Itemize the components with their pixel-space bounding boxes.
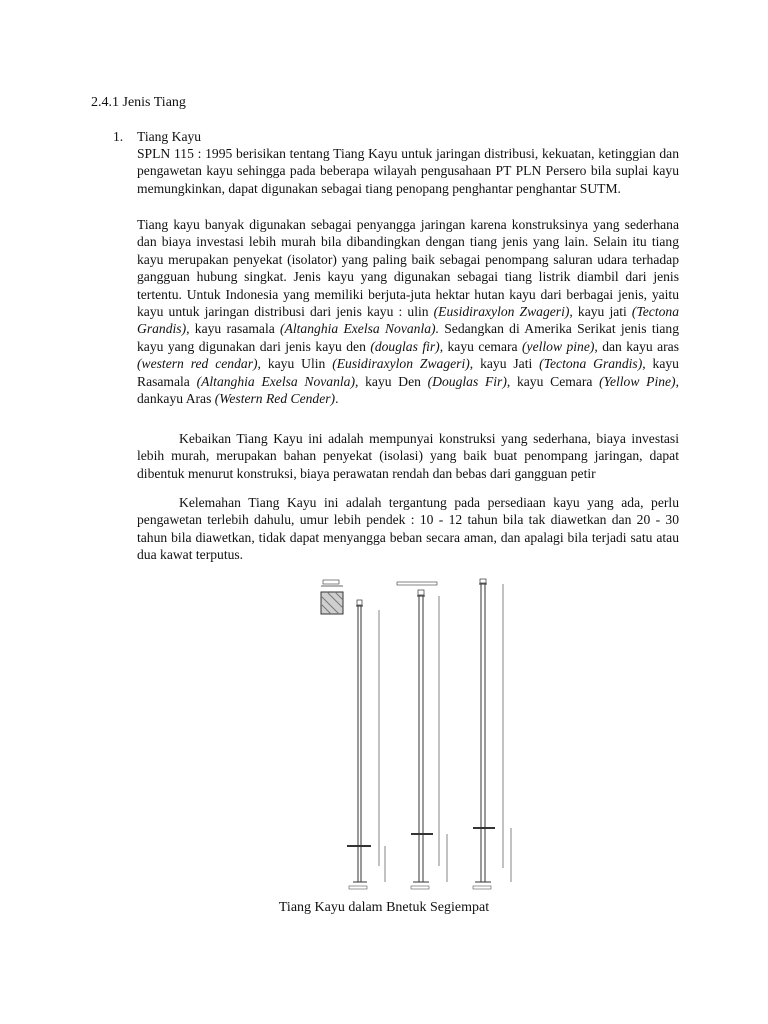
- figure-caption: Tiang Kayu dalam Bnetuk Segiempat: [278, 900, 490, 915]
- pole-3: [473, 579, 511, 882]
- list-item-number: 1.: [113, 129, 124, 144]
- paragraph-kelemahan: Kelemahan Tiang Kayu ini adalah tergantung pada persediaan kayu yang ada, perlu pengawetan terlebih dahulu, umur lebih pendek : 10 - 12 tahun bila tak diawetkan dan 20 - 30 tahun bila diawetkan, tidak dapat menyangga beban secara aman, dan apalagi bila terjadi satu atau dua kawat terputus.: [137, 495, 679, 563]
- cross-section-square: [321, 592, 343, 614]
- pole-1: [347, 600, 385, 882]
- list-item-label: Tiang Kayu: [137, 129, 202, 144]
- wooden-pole-drawing: [313, 576, 525, 894]
- list-item-title: [113, 128, 201, 145]
- paragraph-tiang-kayu-description: Tiang kayu banyak digunakan sebagai penyangga jaringan karena konstruksinya yang sederhana dan biaya investasi lebih murah bila dibandingkan dengan tiang jenis yang lain. Selain itu tiang kayu merupakan penyekat (isolator) yang paling baik sebagai penompang saluran udara terhadap gangguan hubung singkat. Jenis kayu yang digunakan sebagai tiang listrik diambil dari jenis tertentu. Untuk Indonesia yang memiliki berjuta-juta hektar hutan kayu dari berbagai jenis, yaitu kayu untuk jaringan distribusi dari jenis kayu : ulin (Eusidiraxylon Zwageri), kayu jati (Tectona Grandis), kayu rasamala (Altanghia Exelsa Novanla). Sedangkan di Amerika Serikat jenis tiang kayu yang digunakan dari jenis kayu den (douglas fir), kayu cemara (yellow pine), dan kayu aras (western red cendar), kayu Ulin (Eusidiraxylon Zwageri), kayu Jati (Tectona Grandis), kayu Rasamala (Altanghia Exelsa Novanla), kayu Den (Douglas Fir), kayu Cemara (Yellow Pine), dankayu Aras (Western Red Cender).: [137, 217, 679, 407]
- pole-diagram-svg: [313, 576, 525, 894]
- pole-2: [411, 590, 447, 882]
- paragraph-kebaikan: Kebaikan Tiang Kayu ini adalah mempunyai konstruksi yang sederhana, biaya investasi lebih murah, merupakan bahan penyekat (isolasi) yang baik buat penompang jaringan, dapat dibentuk menurut konstruksi, biaya perawatan rendah dan bebas dari gangguan petir: [137, 431, 679, 481]
- paragraph-spln: SPLN 115 : 1995 berisikan tentang Tiang Kayu untuk jaringan distribusi, kekuatan, ketinggian dan pengawetan kayu sehingga pada beberapa wilayah pengusahaan PT PLN Persero bila suplai kayu memungkinkan, dapat digunakan sebagai tiang penopang penghantar penghantar SUTM.: [137, 146, 679, 196]
- section-heading: 2.4.1 Jenis Tiang: [91, 95, 186, 110]
